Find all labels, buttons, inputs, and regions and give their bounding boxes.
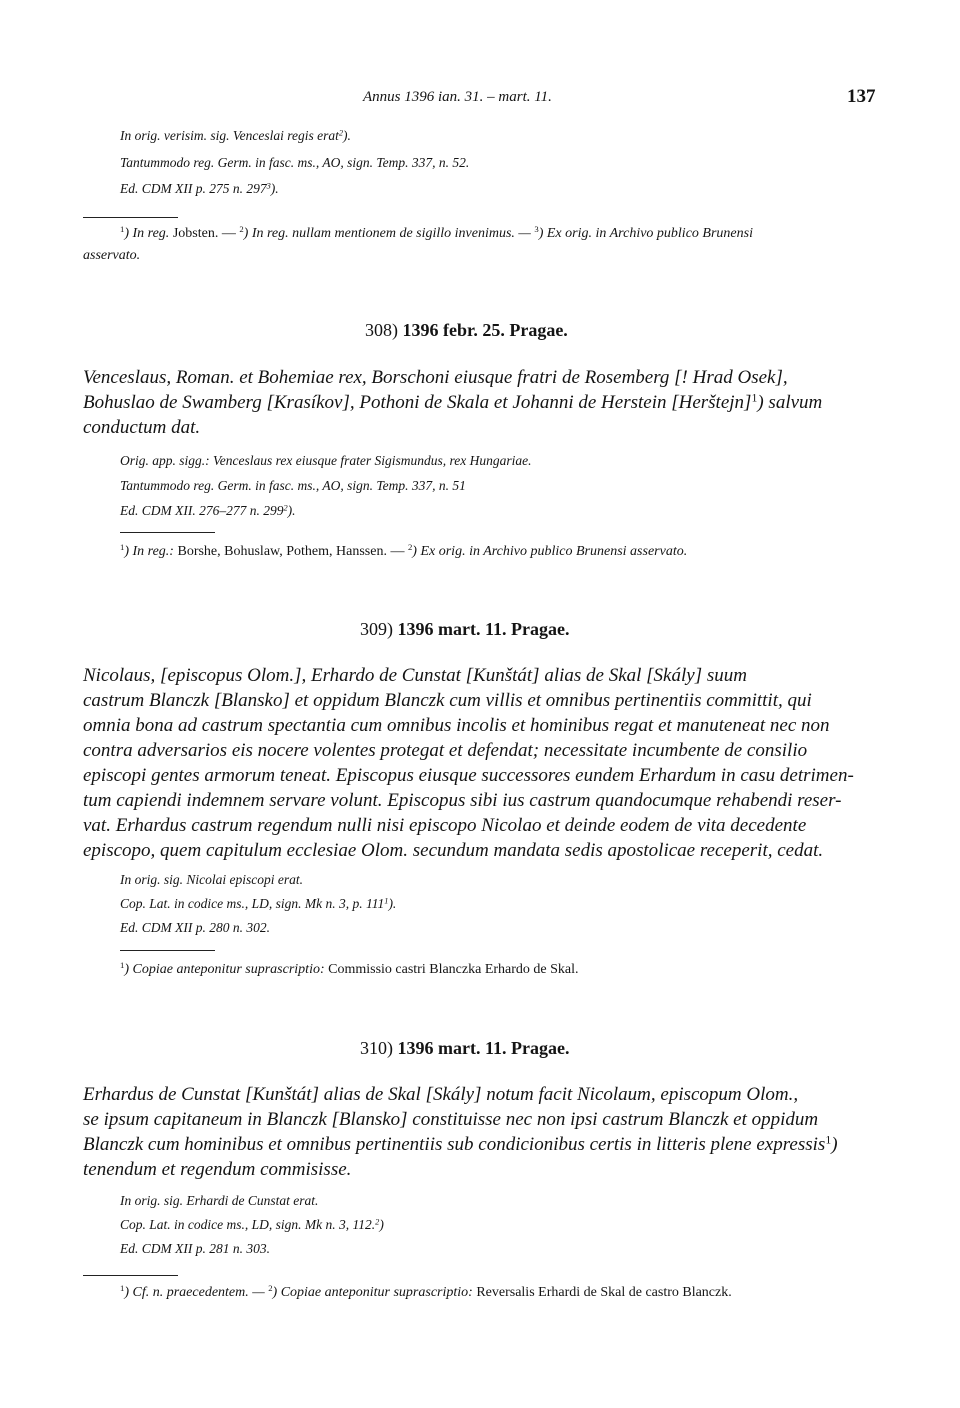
footnote-rule (120, 950, 215, 951)
regest-line: tenendum et regendum commisisse. (83, 1159, 352, 1180)
note-line: Ed. CDM XII p. 275 n. $297^3$). (120, 181, 279, 196)
footnote: $^1$) In reg.: Borshe, Bohuslaw, Pothem, Hanssen. — $^2$) Ex orig. in Archivo publico Brunensi asservato. (120, 542, 688, 559)
regest-line: Venceslaus, Roman. et Bohemiae rex, Borschoni eiusque fratri de Rosemberg [! Hrad Osek], (83, 367, 788, 388)
document-heading: 309) 1396 mart. 11. Pragae. (360, 619, 570, 639)
regest-line: castrum Blanczk [Blansko] et oppidum Blanczk cum villis et omnibus pertinentiis committit, qui (83, 690, 812, 711)
note-line: Cop. Lat. in codice ms., LD, sign. Mk n. 3, 112.$^2$) (120, 1217, 384, 1232)
document-heading: 308) 1396 febr. 25. Pragae. (365, 320, 568, 340)
regest-line: Nicolaus, [episcopus Olom.], Erhardo de Cunstat [Kunštát] alias de Skal [Skály] suum (83, 665, 747, 686)
document-regest (83, 365, 878, 440)
note-line: In orig. sig. Erhardi de Cunstat erat. (120, 1193, 319, 1208)
note-line: In orig. sig. Nicolai episcopi erat. (120, 872, 303, 887)
note-line: In orig. verisim. sig. Venceslai regis erat$^2$). (120, 128, 351, 143)
page-number: 137 (847, 86, 876, 107)
footnote: $^1$) In reg. Jobsten. — $^2$) In reg. nullam mentionem de sigillo invenimus. — $^3$) Ex orig. in Archivo publico Brunensi (120, 224, 753, 241)
note-line: Ed. CDM XII. 276–277 n. $299^2$). (120, 503, 296, 518)
footnote-rule (83, 1275, 178, 1276)
regest-line: tum capiendi indemnem servare volunt. Episcopus sibi ius castrum quandocumque rehabendi reser- (83, 790, 842, 811)
note-line: Ed. CDM XII p. 280 n. 302. (120, 920, 270, 935)
regest-line: vat. Erhardus castrum regendum nulli nisi episcopo Nicolao et deinde eodem de vita decedente (83, 815, 807, 836)
note-line: Tantummodo reg. Germ. in fasc. ms., AO, sign. Temp. 337, n. 52. (120, 155, 470, 170)
footnote: $^1$) Cf. n. praecedentem. — $^2$) Copiae anteponitur suprascriptio: Reversalis Erhardi de Skal de castro Blanczk. (120, 1283, 732, 1300)
note-line: Ed. CDM XII p. 281 n. 303. (120, 1241, 270, 1256)
footnote-continuation: asservato. (83, 248, 141, 263)
footnote-rule (120, 532, 215, 533)
footnote-rule (83, 217, 178, 218)
note-line: Orig. app. sigg.: Venceslaus rex eiusque frater Sigismundus, rex Hungariae. (120, 453, 532, 468)
document-regest (83, 1082, 878, 1182)
document-regest (83, 663, 878, 863)
regest-line: episcopo, quem capitulum ecclesiae Olom. secundum mandata sedis apostolicae receperit, cedat. (83, 840, 824, 861)
regest-line: episcopi gentes armorum teneat. Episcopus eiusque successores eundem Erhardum in casu detrimen- (83, 765, 854, 786)
document-heading: 310) 1396 mart. 11. Pragae. (360, 1038, 570, 1058)
regest-line: Bohuslao de Swamberg [Krasíkov], Pothoni de Skala et Johanni de Herstein [Herštejn]$^1$) salvum (83, 391, 823, 413)
regest-line: omnia bona ad castrum spectantia cum omnibus incolis et hominibus regat et manuteneat nec non (83, 715, 830, 736)
running-head: Annus 1396 ian. 31. – mart. 11. (363, 89, 552, 105)
regest-line: contra adversarios eis nocere volentes protegat et defendat; necessitate incumbente de consilio (83, 740, 808, 761)
regest-line: Blanczk cum hominibus et omnibus pertinentiis sub condicionibus certis in litteris plene expressis$^1$) (83, 1133, 838, 1155)
footnote: $^1$) Copiae anteponitur suprascriptio: Commissio castri Blanczka Erhardo de Skal. (120, 960, 579, 977)
note-line: Cop. Lat. in codice ms., LD, sign. Mk n. 3, p. $111^1$). (120, 896, 397, 911)
regest-line: conductum dat. (83, 417, 201, 438)
regest-line: Erhardus de Cunstat [Kunštát] alias de Skal [Skály] notum facit Nicolaum, episcopum Olom., (83, 1084, 799, 1105)
note-line: Tantummodo reg. Germ. in fasc. ms., AO, sign. Temp. 337, n. 51 (120, 478, 466, 493)
regest-line: se ipsum capitaneum in Blanczk [Blansko] constituisse nec non ipsi castrum Blanczk et oppidum (83, 1109, 819, 1130)
